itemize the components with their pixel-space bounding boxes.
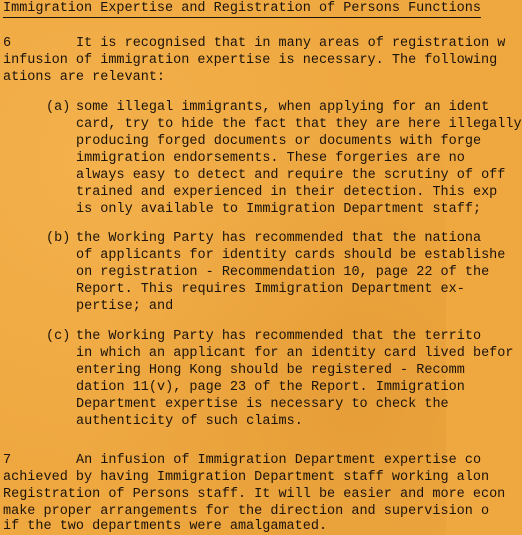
paragraph-first-line: An infusion of Immigration Department expertise co [76,453,482,468]
list-item-line: entering Hong Kong should be registered - Recomm [76,363,465,378]
list-item-line: immigration endorsements. These forgeries are no [76,151,465,166]
list-item-line: Report. This requires Immigration Department ex- [76,282,465,297]
paragraph-first-line: It is recognised that in many areas of registration w [76,36,506,51]
list-item-line: card, try to hide the fact that they are here illegally [76,117,522,132]
list-item-label: (c) [46,329,71,344]
paragraph-line: infusion of immigration expertise is necessary. The following [3,53,498,68]
list-item-line: Department expertise is necessary to check the [76,397,449,412]
paragraph-line: achieved by having Immigration Department staff working alon [3,470,490,485]
section-header: Immigration Expertise and Registration of Persons Functions [3,1,481,16]
paragraph-line: ations are relevant: [3,70,166,85]
list-item-label: (a) [46,100,71,115]
list-item-line: trained and experienced in their detection. This exp [76,185,498,200]
list-item-line: in which an applicant for an identity card lived befor [76,346,514,361]
list-item-line: producing forged documents or documents with forge [76,134,482,149]
list-item-line: of applicants for identity cards should be establishe [76,248,506,263]
paragraph-line: Registration of Persons staff. It will be easier and more econ [3,487,506,502]
list-item-line: the Working Party has recommended that the territo [76,329,482,344]
list-item-line: authenticity of such claims. [76,414,303,429]
list-item-line: always easy to detect and require the scrutiny of off [76,168,506,183]
list-item-line: some illegal immigrants, when applying for an ident [76,100,490,115]
paragraph-number: 7 [3,453,12,468]
paragraph-number: 6 [3,36,12,51]
list-item-line: pertise; and [76,299,174,314]
paragraph-line: make proper arrangements for the direction and supervision o [3,504,490,519]
list-item-line: on registration - Recommendation 10, page 22 of the [76,265,490,280]
list-item-label: (b) [46,231,71,246]
list-item-line: the Working Party has recommended that the nationa [76,231,482,246]
list-item-line: is only available to Immigration Department staff; [76,202,482,217]
list-item-line: dation 11(v), page 23 of the Report. Immigration [76,380,465,395]
paragraph-line: if the two departments were amalgamated. [3,519,328,534]
